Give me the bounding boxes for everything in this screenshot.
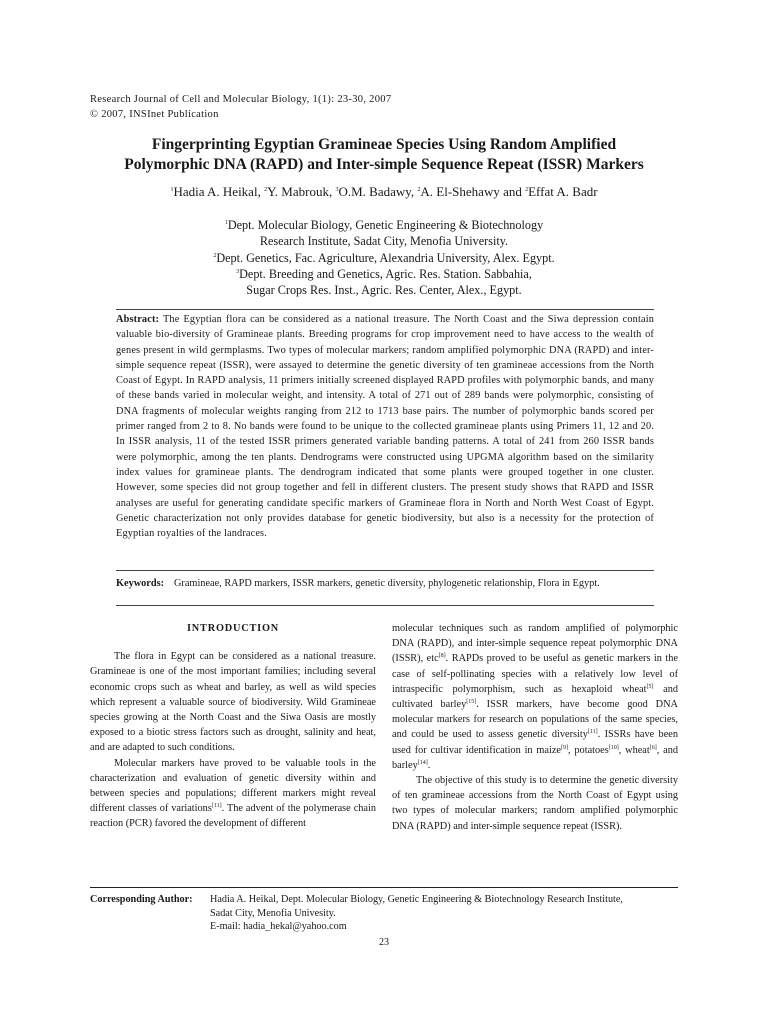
intro-p3-text-a: molecular techniques such as random amplified of polymorphic DNA (RAPD), and inter-simple sequence repeat polymorphic DNA (ISSR), etc <box>392 623 678 665</box>
abstract-top-rule <box>116 309 654 310</box>
affiliation-1-line-2: Research Institute, Sadat City, Menofia University. <box>259 234 509 249</box>
intro-p3-text-e: . ISSRs have been used for cultivar identification in maize <box>392 729 678 756</box>
keywords <box>116 577 654 592</box>
abstract-text: The Egyptian flora can be considered as a national treasure. The North Coast and the Siwa depression contain valuable bio-diversity of Gramineae plants. Breeding programs for crop improvement need to have access to the wealth of genes present in wild germplasms. Two types of molecular markers; random amplified polymorphic DNA (RAPD) and inter-simple sequence repeat (ISSR), were assayed to determine the genetic diversity of ten gramineae accessions from the North Coast of Egypt. In RAPD analysis, 11 primers initially screened displayed RAPD profiles with polymorphic bands, and many of these bands varied in molecular weight, and intensity. A total of 271 out of 289 bands were polymorphic, consisting of DNA fragments of molecular weights ranging from 212 to 1713 base pairs. The number of polymorphic bands scored per primer ranged from 2 to 8. No bands were found to be unique to the collected gramineae plants using Primers 11, 12 and 20. In ISSR analysis, 11 of the tested ISSR primers generated variable banding patterns. A total of 241 from 260 ISSR bands were polymorphic, among the ten plants. Dendrograms were constructed using UPGMA algorithm based on the similarity index values for gramineae plants. The dendrogram indicated that some plants were grouped together in one cluster. However, some species did not group together and fell in different clusters. The present study shows that RAPD and ISSR analyses are useful for generating candidate specific markers of Gramineae flora in North and North West Coast of Egypt. Genetic characterization not only provides database for genetic biodiversity, but also is a necessity for the protection of Egyptian royalties of the landraces. <box>116 314 654 540</box>
author-3-affil: 3 <box>335 187 339 193</box>
author-2: Y. Mabrouk, <box>267 184 336 199</box>
affiliation-1-line-1: Dept. Molecular Biology, Genetic Engineering & Biotechnology <box>227 218 544 232</box>
affiliation-1-sup: 1 <box>224 220 228 226</box>
affiliation-3 <box>90 266 678 282</box>
intro-p2-text-b: . The advent of the polymerase chain reaction (PCR) favored the development of different <box>90 803 376 830</box>
abstract <box>116 312 654 541</box>
intro-p3-text-i: . <box>427 759 431 771</box>
affiliation-2-sup: 2 <box>213 252 217 259</box>
title-line-1: Fingerprinting Egyptian Gramineae Species Using Random Amplified <box>151 136 617 153</box>
author-4: A. El-Shehawy and <box>420 184 526 199</box>
citation-ref: [15] <box>466 699 477 706</box>
citation-ref: [8] <box>438 653 446 660</box>
intro-p3-text-b: . RAPDs proved to be useful as genetic markers in the case of self-pollinating species with a relatively low level of intraspecific polymorphism, such as hexaploid wheat <box>392 653 678 695</box>
keywords-label: Keywords: <box>116 578 165 589</box>
keywords-text: Gramineae, RAPD markers, ISSR markers, genetic diversity, phylogenetic relationship, Flora in Egypt. <box>174 578 600 589</box>
author-list <box>90 184 678 200</box>
left-column <box>90 621 376 832</box>
author-3: O.M. Badawy, <box>338 184 418 199</box>
corresponding-author-city: Sadat City, Menofia Univesity. <box>210 907 336 919</box>
intro-paragraph-4: The objective of this study is to determine the genetic diversity of ten gramineae accessions from the North Coast of Egypt using two types of molecular markers; random amplified polymorphic DNA (RAPD) and inter-simple sequence repeat (ISSR). <box>392 775 678 832</box>
citation-ref: [5] <box>646 683 654 690</box>
abstract-bottom-rule <box>116 570 654 571</box>
citation-ref: [10] <box>608 744 619 751</box>
journal-header <box>90 92 391 122</box>
corresponding-author-details <box>210 893 680 934</box>
intro-p3-text-c: and cultivated barley <box>392 683 678 711</box>
footnote-rule <box>90 887 678 888</box>
intro-paragraph-2 <box>90 756 376 832</box>
intro-paragraph-3 <box>392 621 678 773</box>
author-1: Hadia A. Heikal, <box>173 184 265 199</box>
corresponding-author-email: E-mail: hadia_hekal@yahoo.com <box>210 921 347 932</box>
corresponding-author <box>90 893 680 934</box>
corresponding-author-label: Corresponding Author: <box>90 894 193 905</box>
page-number: 23 <box>379 937 389 948</box>
affiliation-3-line-2: Sugar Crops Res. Inst., Agric. Res. Center, Alex., Egypt. <box>246 283 522 298</box>
author-5-affil: 2 <box>525 187 529 193</box>
affiliation-2-line-1: Dept. Genetics, Fac. Agriculture, Alexandria University, Alex. Egypt. <box>216 250 555 265</box>
affiliation-2 <box>90 250 678 266</box>
intro-p3-text-h: , and barley <box>392 744 679 771</box>
corresponding-author-affiliation: Hadia A. Heikal, Dept. Molecular Biology, Genetic Engineering & Biotechnology Research Institute, <box>210 894 623 905</box>
intro-p3-text-g: , wheat <box>618 744 650 756</box>
author-2-affil: 2 <box>264 187 268 193</box>
intro-p3-text-f: , potatoes <box>568 744 609 756</box>
affiliation-3-sup: 3 <box>236 268 240 275</box>
intro-paragraph-1: The flora in Egypt can be considered as a national treasure. Gramineae is one of the most important families; including several economic crops such as wheat and barley, as well as wild species which represent a valuable source of biodiversity. Wild Gramineae species growing at the North Coast and the Siwa Oasis are mostly exposed to a biotic stress factors such as drought, salinity and heat, and are adapted to such conditions. <box>90 651 376 754</box>
abstract-label: Abstract: <box>116 314 160 325</box>
right-column <box>392 621 678 834</box>
section-heading-introduction: INTRODUCTION <box>187 623 279 634</box>
author-1-affil: 1 <box>170 187 174 193</box>
author-5: Effat A. Badr <box>528 184 598 199</box>
journal-copyright: © 2007, INSInet Publication <box>90 109 219 120</box>
author-4-affil: 2 <box>417 187 421 193</box>
affiliation-1 <box>90 217 678 233</box>
citation-ref: [14] <box>417 759 428 766</box>
keywords-bottom-rule <box>116 605 654 606</box>
citation-ref: [11] <box>211 803 222 810</box>
affiliation-3-line-1: Dept. Breeding and Genetics, Agric. Res. Station. Sabbahia, <box>239 266 532 281</box>
journal-citation: Research Journal of Cell and Molecular Biology, 1(1): 23-30, 2007 <box>90 94 392 105</box>
citation-ref: [6] <box>649 744 657 751</box>
affiliations <box>90 217 678 298</box>
citation-ref: [9] <box>561 744 568 751</box>
intro-p3-text-d: . ISSR markers, have become good DNA molecular markers for research on populations of the same species, and could be used to assess genetic diversity <box>392 699 678 741</box>
paper-title <box>90 135 678 175</box>
title-line-2: Polymorphic DNA (RAPD) and Inter-simple Sequence Repeat (ISSR) Markers <box>124 156 644 173</box>
citation-ref: [11] <box>587 729 598 736</box>
intro-p2-text-a: Molecular markers have proved to be valuable tools in the characterization and evaluation of genetic diversity within and between species and populations; different markers might reveal different classes of variations <box>90 757 376 815</box>
